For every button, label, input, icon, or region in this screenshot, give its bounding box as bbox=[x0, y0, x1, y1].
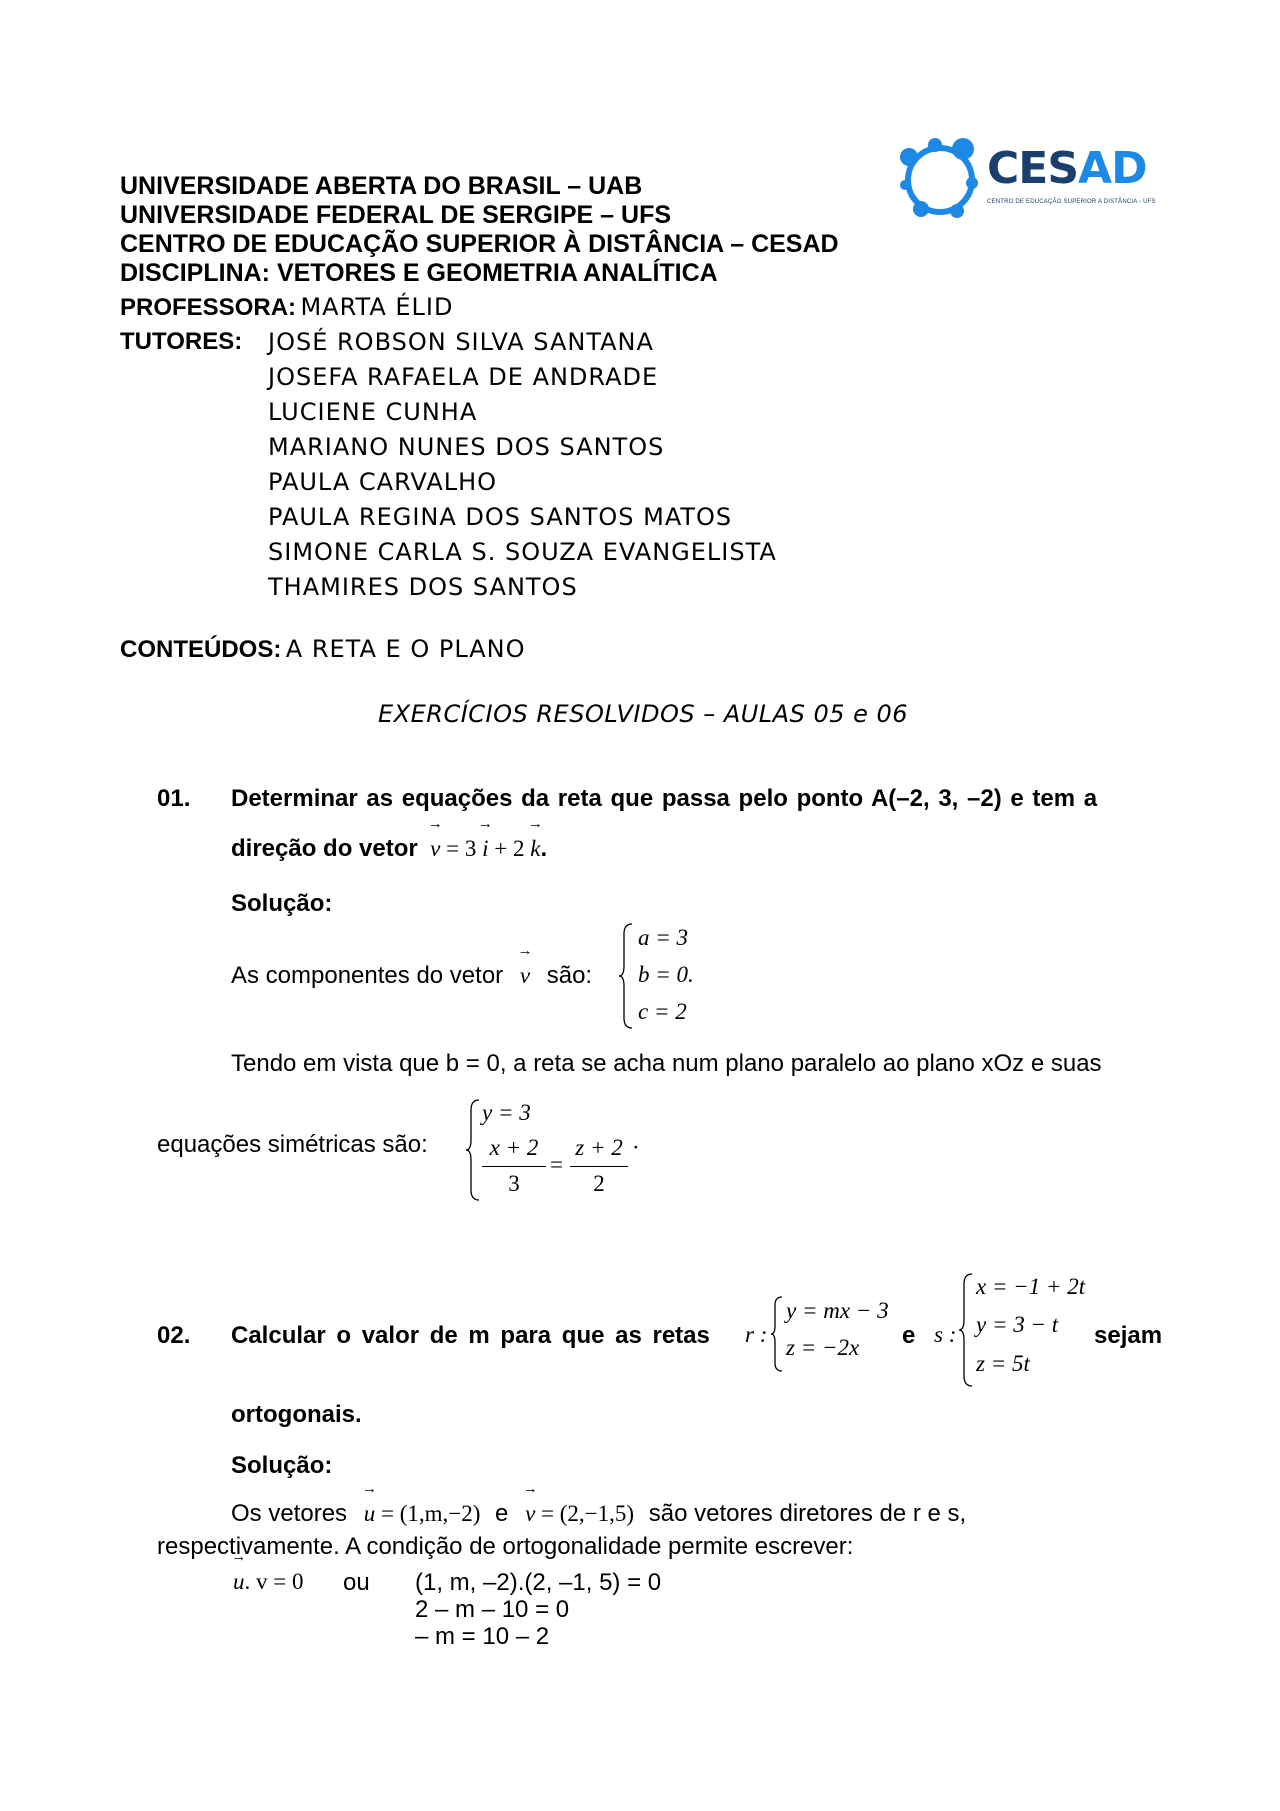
ex2-vectors-a: Os vetores bbox=[231, 1500, 348, 1527]
ex2-s-eq-1: x = −1 + 2t bbox=[976, 1274, 1086, 1299]
ex1-remark: Tendo em vista que b = 0, a reta se acha num plano paralelo ao plano xOz e suas bbox=[231, 1050, 1102, 1077]
ex1-statement-line2: direção do vetor → v = 3 → i + 2 → k. bbox=[231, 835, 547, 863]
ex2-statement-e: e bbox=[902, 1322, 916, 1349]
cesad-logo-ces: CES bbox=[987, 143, 1079, 194]
ex1-sym-num1: x + 2 bbox=[489, 1135, 539, 1160]
ex1-component-b-text: b = 0 bbox=[638, 962, 689, 987]
tutor-name: SIMONE CARLA S. SOUZA EVANGELISTA bbox=[268, 538, 777, 566]
ex2-dot-eq: . v = 0 bbox=[244, 1569, 304, 1594]
ex2-r-brace bbox=[770, 1295, 784, 1373]
ex1-component-c: c = 2 bbox=[638, 999, 687, 1024]
ex2-v-definition: → v = (2,−1,5) bbox=[525, 1501, 634, 1526]
header-line-ufs: UNIVERSIDADE FEDERAL DE SERGIPE – UFS bbox=[120, 201, 672, 229]
ex1-sym-fraction-eq bbox=[478, 1135, 628, 1205]
tutor-name: JOSÉ ROBSON SILVA SANTANA bbox=[268, 328, 654, 356]
ex2-vectors-sentence bbox=[231, 1500, 966, 1528]
tutor-name: THAMIRES DOS SANTOS bbox=[268, 573, 578, 601]
cesad-logo-icon bbox=[895, 135, 985, 225]
ex2-v-def: = (2,−1,5) bbox=[541, 1501, 635, 1526]
tutor-name: PAULA CARVALHO bbox=[268, 468, 498, 496]
ex1-direction-text: direção do vetor bbox=[231, 835, 418, 862]
cesad-logo-subtitle: CENTRO DE EDUCAÇÃO SUPERIOR A DISTÂNCIA - UFS bbox=[987, 199, 1156, 205]
ex2-step-2: 2 – m – 10 = 0 bbox=[415, 1596, 570, 1623]
ex2-u-definition: → u = (1,m,−2) bbox=[364, 1501, 481, 1526]
cesad-logo-wordmark bbox=[987, 143, 1147, 194]
contents-line bbox=[120, 635, 526, 664]
ex1-component-a: a = 3 bbox=[638, 925, 689, 950]
page-title: EXERCÍCIOS RESOLVIDOS – AULAS 05 e 06 bbox=[378, 700, 909, 728]
ex1-sym-den2: 2 bbox=[593, 1171, 605, 1196]
ex1-sym-y: y = 3 bbox=[482, 1100, 531, 1125]
ex1-solution-label: Solução: bbox=[231, 890, 333, 917]
professor-name: MARTA ÉLID bbox=[300, 293, 454, 321]
ex2-step-1: (1, m, –2).(2, –1, 5) = 0 bbox=[415, 1569, 662, 1596]
ex2-ou: ou bbox=[343, 1569, 370, 1596]
ex2-s-brace bbox=[958, 1272, 974, 1388]
ex1-symmetric-label: equações simétricas são: bbox=[157, 1131, 428, 1158]
ex2-statement-line2: ortogonais. bbox=[231, 1401, 362, 1428]
header-line-uab: UNIVERSIDADE ABERTA DO BRASIL – UAB bbox=[120, 172, 643, 200]
cesad-logo-ad: AD bbox=[1078, 143, 1147, 194]
professor-line bbox=[120, 293, 453, 322]
header-line-cesad: CENTRO DE EDUCAÇÃO SUPERIOR À DISTÂNCIA – CESAD bbox=[120, 230, 839, 258]
ex1-fraction-bar bbox=[482, 1166, 546, 1167]
contents-value: A RETA E O PLANO bbox=[285, 635, 526, 663]
tutor-name: JOSEFA RAFAELA DE ANDRADE bbox=[268, 363, 659, 391]
ex2-r-eq-1: y = mx − 3 bbox=[786, 1298, 889, 1323]
ex2-s-eq-3: z = 5t bbox=[976, 1351, 1030, 1376]
ex1-fraction-bar bbox=[570, 1166, 628, 1167]
professor-label: PROFESSORA: bbox=[120, 294, 297, 321]
ex1-component-b: b = 0. bbox=[638, 962, 694, 987]
header-line-discipline: DISCIPLINA: VETORES E GEOMETRIA ANALÍTICA bbox=[120, 259, 718, 287]
ex2-statement-a: Calcular o valor de m para que as retas bbox=[231, 1322, 710, 1349]
ex1-vector-definition: → v = 3 → i + 2 → k bbox=[430, 836, 540, 861]
ex2-vectors-e: e bbox=[495, 1500, 509, 1527]
ex2-number: 02. bbox=[157, 1322, 191, 1349]
contents-label: CONTEÚDOS: bbox=[120, 636, 282, 663]
tutor-name: PAULA REGINA DOS SANTOS MATOS bbox=[268, 503, 733, 531]
ex1-components-sentence bbox=[231, 962, 592, 990]
ex1-vector-v: → v bbox=[520, 963, 530, 989]
ex2-vectors-b: são vetores diretores de r e s, bbox=[648, 1500, 967, 1527]
ex1-sym-den1: 3 bbox=[508, 1171, 520, 1196]
tutors-label: TUTORES: bbox=[120, 328, 243, 355]
ex1-equals: = bbox=[550, 1152, 563, 1177]
ex2-s-eq-2: y = 3 − t bbox=[976, 1312, 1059, 1337]
ex1-number: 01. bbox=[157, 785, 191, 812]
ex2-r-eq-2: z = −2x bbox=[786, 1335, 860, 1360]
ex2-statement-sejam: sejam bbox=[1094, 1322, 1163, 1349]
ex2-s-label: s : bbox=[934, 1322, 957, 1347]
ex2-u-def: = (1,m,−2) bbox=[380, 1501, 481, 1526]
ex1-statement-line1: Determinar as equações da reta que passa pelo ponto A(–2, 3, –2) e tem a bbox=[231, 785, 1098, 812]
ex2-step-3: – m = 10 – 2 bbox=[415, 1623, 550, 1650]
ex2-dot-product: → u. v = 0 bbox=[233, 1569, 303, 1595]
ex2-r-label: r : bbox=[745, 1322, 768, 1347]
cesad-logo bbox=[895, 135, 1156, 225]
ex2-line2: respectivamente. A condição de ortogonalidade permite escrever: bbox=[157, 1533, 854, 1560]
ex2-solution-label: Solução: bbox=[231, 1452, 333, 1479]
ex1-sym-num2: z + 2 bbox=[575, 1135, 623, 1160]
tutor-name: MARIANO NUNES DOS SANTOS bbox=[268, 433, 665, 461]
tutor-name: LUCIENE CUNHA bbox=[268, 398, 478, 426]
ex1-components-brace bbox=[618, 922, 634, 1030]
ex1-dot: · bbox=[632, 1135, 640, 1160]
ex1-components-sao: são: bbox=[546, 962, 593, 989]
ex1-components-text: As componentes do vetor bbox=[231, 962, 504, 989]
